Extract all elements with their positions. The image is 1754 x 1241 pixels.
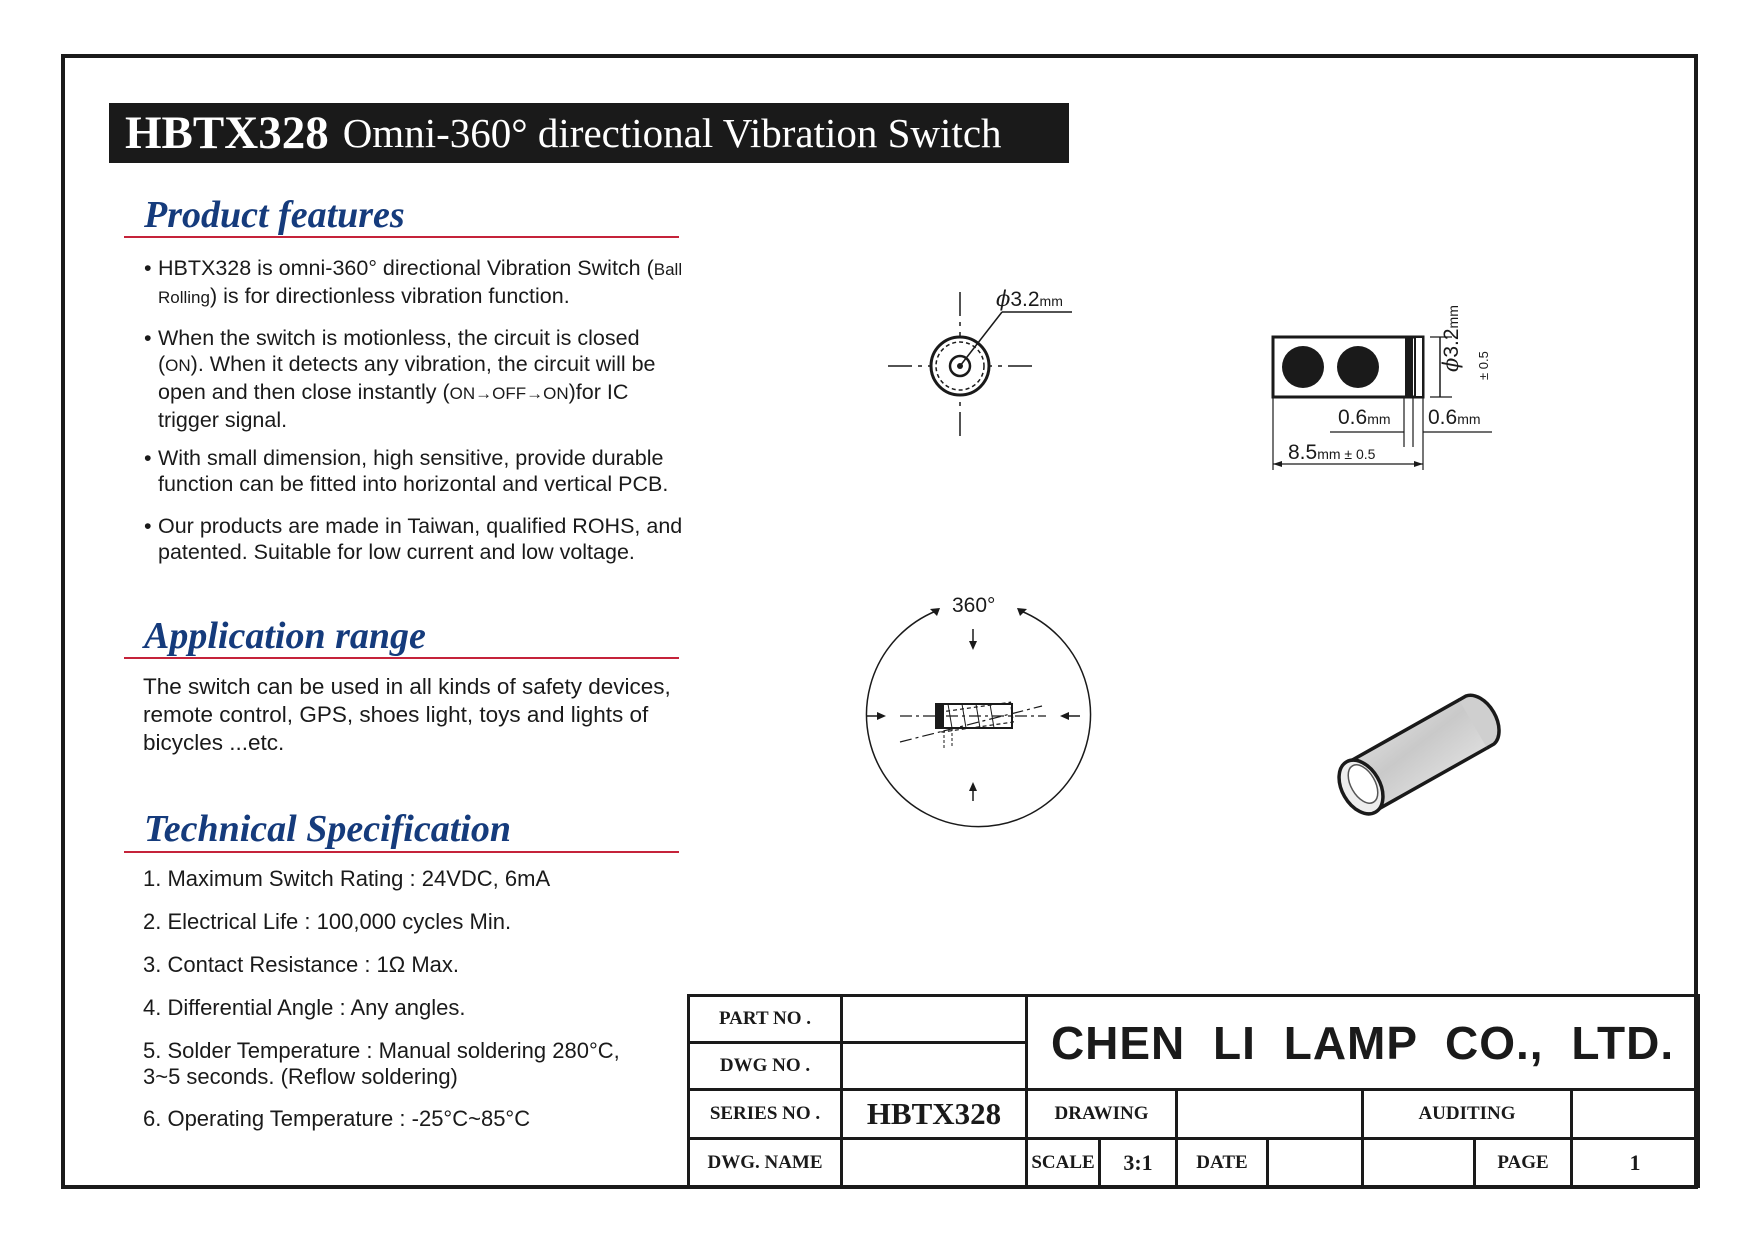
- application-rule: [124, 657, 679, 659]
- height-tolerance: ± 0.5: [1476, 351, 1491, 380]
- dwg-name-label: DWG. NAME: [689, 1139, 842, 1187]
- application-text: The switch can be used in all kinds of safety devices, remote control, GPS, shoes light, toys and lights of bicycles ...etc.: [143, 674, 671, 755]
- product-title: Omni-360° directional Vibration Switch: [342, 110, 1002, 156]
- date-value: [1266, 1140, 1361, 1185]
- page-value: 1: [1572, 1139, 1699, 1187]
- dwg-name-value: [842, 1139, 1027, 1187]
- spec-item: 2. Electrical Life : 100,000 cycles Min.: [143, 909, 512, 934]
- spec-item: 4. Differential Angle : Any angles.: [143, 995, 466, 1020]
- application-heading: Application range: [144, 615, 426, 657]
- auditing-label: AUDITING: [1363, 1090, 1572, 1139]
- diameter-label: ϕ3.2mm: [996, 287, 1063, 311]
- features-rule: [124, 236, 679, 238]
- features-list: [144, 255, 684, 565]
- spec-item: 5. Solder Temperature : Manual soldering 280°C,: [143, 1038, 620, 1063]
- title-block: [687, 994, 1700, 1188]
- feature-item: • When the switch is motionless, the circuit is closed (ON). When it detects any vibration, the circuit will be open and then close instantly (ON→OFF→ON)for IC trigger signal.: [144, 326, 656, 432]
- company-name: CHEN LI LAMP CO., LTD.: [1027, 996, 1699, 1090]
- series-no-label: SERIES NO .: [689, 1090, 842, 1139]
- title-bar: [109, 103, 1069, 163]
- part-no-value: [842, 996, 1027, 1043]
- length-label: 8.5mm ± 0.5: [1288, 441, 1376, 464]
- features-heading: Product features: [144, 194, 405, 236]
- auditing-value: [1572, 1090, 1699, 1139]
- feature-item: • Our products are made in Taiwan, qualified ROHS, and patented. Suitable for low current and low voltage.: [144, 514, 683, 564]
- page-label: PAGE: [1475, 1139, 1572, 1187]
- date-label: DATE: [1196, 1151, 1248, 1173]
- pad-width-label-2: 0.6mm: [1428, 406, 1481, 429]
- drawing-label: DRAWING: [1027, 1090, 1177, 1139]
- specification-heading: Technical Specification: [144, 808, 511, 850]
- part-number-title: HBTX328: [125, 107, 329, 159]
- specification-rule: [124, 851, 679, 853]
- spec-item: 3. Contact Resistance : 1Ω Max.: [143, 952, 460, 977]
- dwg-no-value: [842, 1043, 1027, 1090]
- drawing-value: [1177, 1090, 1363, 1139]
- feature-item: • HBTX328 is omni-360° directional Vibration Switch (Ball Rolling) is for directionless vibration function.: [144, 256, 683, 308]
- pad-width-label-1: 0.6mm: [1338, 406, 1391, 429]
- dwg-no-label: DWG NO .: [689, 1043, 842, 1090]
- scale-value: 3:1: [1098, 1140, 1175, 1185]
- spec-item-continued: 3~5 seconds. (Reflow soldering): [143, 1064, 458, 1089]
- angle-label: 360°: [952, 594, 996, 617]
- spec-item: 1. Maximum Switch Rating : 24VDC, 6mA: [143, 866, 551, 891]
- scale-label: SCALE: [1031, 1151, 1095, 1173]
- part-no-label: PART NO .: [689, 996, 842, 1043]
- series-no-value: HBTX328: [842, 1090, 1027, 1139]
- height-label: ϕ3.2mm: [1439, 305, 1463, 372]
- spec-item: 6. Operating Temperature : -25°C~85°C: [143, 1106, 531, 1131]
- feature-item: • With small dimension, high sensitive, provide durable function can be fitted into horizontal and vertical PCB.: [144, 446, 669, 496]
- perspective-view-drawing: [1310, 675, 1520, 850]
- omni-direction-diagram: [840, 590, 1100, 840]
